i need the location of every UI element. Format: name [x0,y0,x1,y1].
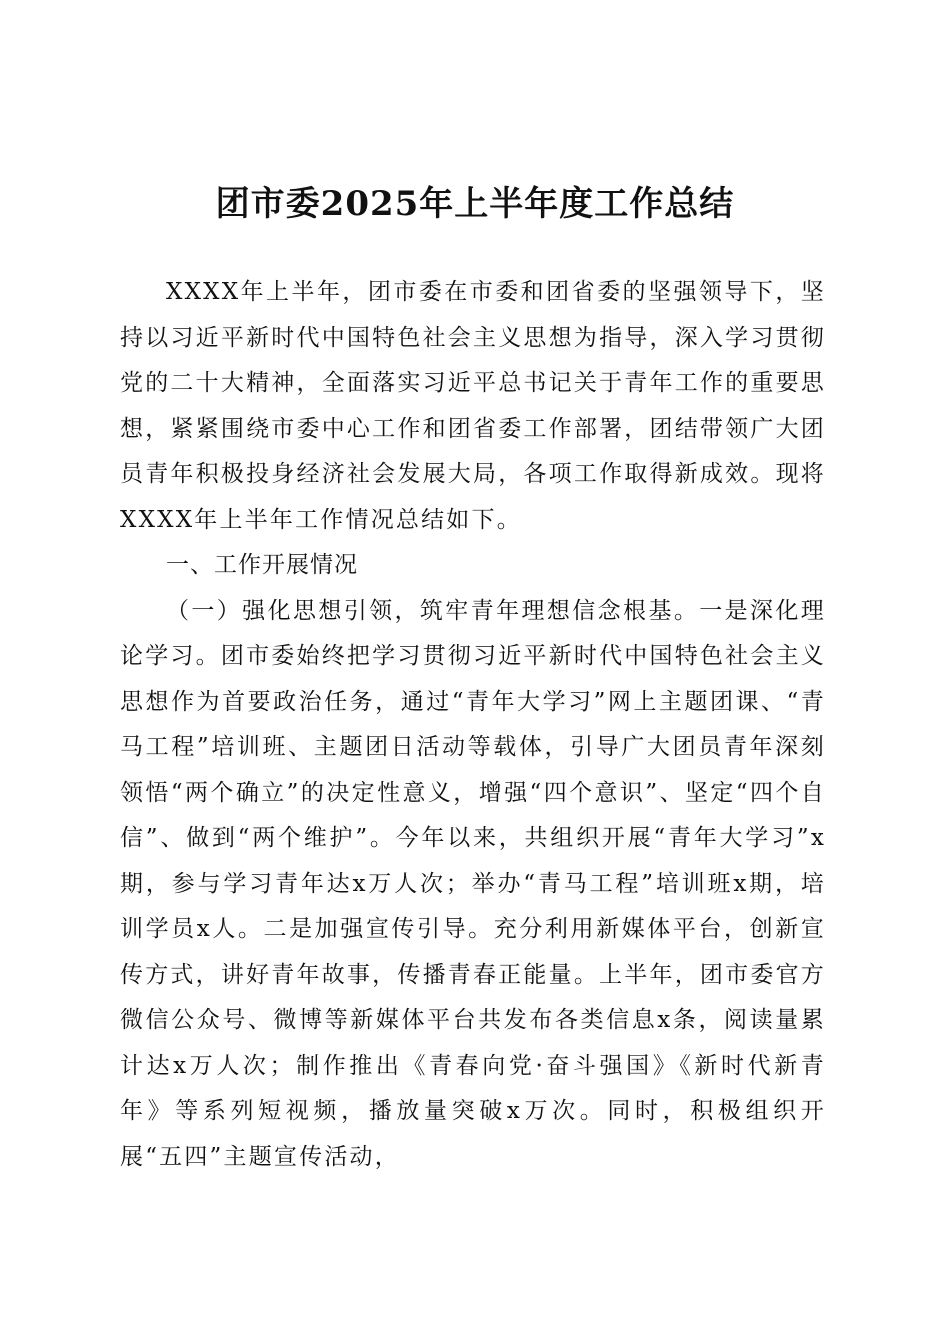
document-title: 团市委2025年上半年度工作总结 [215,184,735,224]
intro-paragraph: XXXX年上半年，团市委在市委和团省委的坚强领导下，坚持以习近平新时代中国特色社会主义思想为指导，深入学习贯彻党的二十大精神，全面落实习近平总书记关于青年工作的重要思想，紧紧围绕市委中心工作和团省委工作部署，团结带领广大团员青年积极投身经济社会发展大局，各项工作取得新成效。现将XXXX年上半年工作情况总结如下。 [120,279,826,533]
section-paragraph: （一）强化思想引领，筑牢青年理想信念根基。一是深化理论学习。团市委始终把学习贯彻习近平新时代中国特色社会主义思想作为首要政治任务，通过“青年大学习”网上主题团课、“青马工程”培训班、主题团日活动等载体，引导广大团员青年深刻领悟“两个确立”的决定性意义，增强“四个意识”、坚定“四个自信”、做到“两个维护”。今年以来，共组织开展“青年大学习”x期，参与学习青年达x万人次；举办“青马工程”培训班x期，培训学员x人。二是加强宣传引导。充分利用新媒体平台，创新宣传方式，讲好青年故事，传播青春正能量。上半年，团市委官方微信公众号、微博等新媒体平台共发布各类信息x条，阅读量累计达x万人次；制作推出《青春向党·奋斗强国》《新时代新青年》等系列短视频，播放量突破x万次。同时，积极组织开展“五四”主题宣传活动， [120,597,826,1170]
document-body [120,270,826,1180]
section-heading: 一、工作开展情况 [166,552,358,578]
